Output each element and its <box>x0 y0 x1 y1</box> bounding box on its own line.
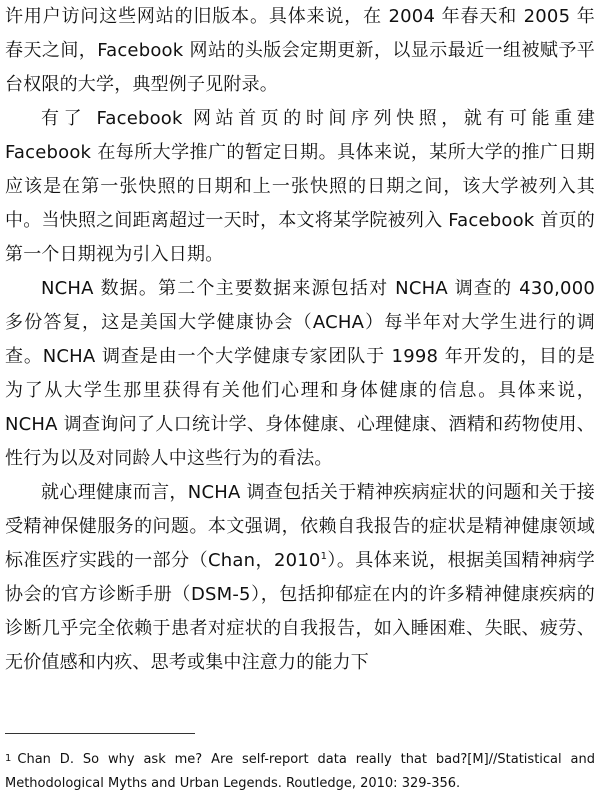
footnote <box>5 747 595 796</box>
footnote-divider <box>5 733 195 734</box>
footnote-reference[interactable]: 1 <box>320 551 328 562</box>
footnote-number: 1 <box>5 753 12 764</box>
paragraph-snapshots: 有了 Facebook 网站首页的时间序列快照，就有可能重建 Facebook 在每所大学推广的暂定日期。具体来说，某所大学的推广日期应该是在第一张快照的日期和上一张快照的日期之间，该大学被列入其中。当快照之间距离超过一天时，本文将某学院被列入 Facebook 首页的第一个日期视为引入日期。 <box>5 108 595 265</box>
paragraph-text-after-ref: ）。具体来说，根据美国精神病学协会的官方诊断手册（DSM-5），包括抑郁症在内的许多精神健康疾病的诊断几乎完全依赖于患者对症状的自我报告，如入睡困难、失眠、疲劳、无价值感和内疚、思考或集中注意力的能力下 <box>5 550 595 673</box>
paragraph-mental-health <box>5 476 595 680</box>
paragraph-ncha-data: NCHA 数据。第二个主要数据来源包括对 NCHA 调查的 430,000 多份答复，这是美国大学健康协会（ACHA）每半年对大学生进行的调查。NCHA 调查是由一个大学健康专家团队于 1998 年开发的，目的是为了从大学生那里获得有关他们心理和身体健康的信息。具体来说，NCHA 调查询问了人口统计学、身体健康、心理健康、酒精和药物使用、性行为以及对同龄人中这些行为的看法。 <box>5 278 595 469</box>
footnote-text: Chan D. So why ask me? Are self-report data really that bad?[M]//Statistical and Methodological Myths and Urban Legends. Routledge, 2010: 329-356. <box>5 752 595 791</box>
paragraph-continued: 许用户访问这些网站的旧版本。具体来说，在 2004 年春天和 2005 年春天之间，Facebook 网站的头版会定期更新，以显示最近一组被赋予平台权限的大学，典型例子见附录。 <box>5 6 595 95</box>
paragraph-text-before-ref: 就心理健康而言，NCHA 调查包括关于精神疾病症状的问题和关于接受精神保健服务的问题。本文强调，依赖自我报告的症状是精神健康领域标准医疗实践的一部分（Chan，2010 <box>5 482 595 571</box>
body-text <box>5 0 595 680</box>
